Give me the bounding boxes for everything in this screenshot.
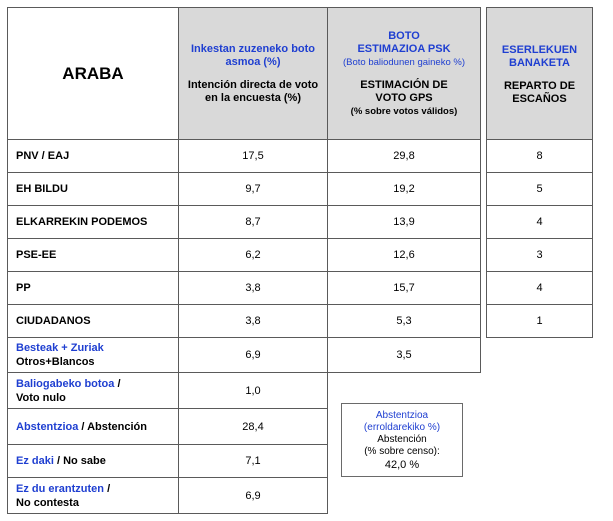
table-row-label: Ez daki / No sabe — [7, 444, 179, 478]
header-direct-intention-es: Intención directa de voto en la encuesta (%) — [187, 78, 319, 104]
abstention-census-box — [341, 403, 463, 477]
header-vote-estimate-es-sub: (% sobre votos válidos) — [350, 105, 458, 117]
header-seats — [486, 7, 593, 140]
header-direct-intention — [178, 7, 328, 140]
table-cell-seats: 4 — [486, 271, 593, 305]
table-cell-estimate: 12,6 — [327, 238, 481, 272]
table-cell-seats: 5 — [486, 172, 593, 206]
table-cell-intention: 3,8 — [178, 271, 328, 305]
table-cell-intention: 6,9 — [178, 337, 328, 373]
table-cell-estimate: 5,3 — [327, 304, 481, 338]
header-vote-estimate-eu-title: BOTO ESTIMAZIOA PSK — [357, 29, 451, 55]
header-vote-estimate — [327, 7, 481, 140]
abstention-box-es-title: Abstención — [377, 433, 427, 445]
table-cell-intention: 17,5 — [178, 139, 328, 173]
header-seats-es: REPARTO DE ESCAÑOS — [503, 80, 576, 105]
table-cell-seats: 1 — [486, 304, 593, 338]
table-cell-estimate: 29,8 — [327, 139, 481, 173]
table-cell-seats: 3 — [486, 238, 593, 272]
table-row-label: EH BILDU — [7, 172, 179, 206]
header-direct-intention-eu: Inkestan zuzeneko boto asmoa (%) — [190, 42, 316, 68]
table-row-label: Baliogabeko botoa / Voto nulo — [7, 372, 179, 409]
table-cell-intention: 6,9 — [178, 477, 328, 514]
abstention-box-eu-sub: (erroldarekiko %) — [363, 421, 441, 433]
table-cell-intention: 3,8 — [178, 304, 328, 338]
header-vote-estimate-es-title: ESTIMACIÓN DE VOTO GPS — [360, 78, 448, 104]
table-cell-intention: 1,0 — [178, 372, 328, 409]
header-seats-eu: ESERLEKUEN BANAKETA — [501, 44, 578, 69]
table-cell-intention: 6,2 — [178, 238, 328, 272]
abstention-box-value: 42,0 % — [384, 458, 420, 471]
abstention-box-es-sub: (% sobre censo): — [364, 445, 440, 457]
table-cell-seats: 8 — [486, 139, 593, 173]
table-cell-intention: 9,7 — [178, 172, 328, 206]
table-cell-estimate: 15,7 — [327, 271, 481, 305]
table-row-label: PP — [7, 271, 179, 305]
table-cell-intention: 7,1 — [178, 444, 328, 478]
table-cell-intention: 8,7 — [178, 205, 328, 239]
table-cell-estimate: 19,2 — [327, 172, 481, 206]
table-title: ARABA — [62, 64, 124, 83]
table-cell-estimate: 13,9 — [327, 205, 481, 239]
table-row-label: PSE-EE — [7, 238, 179, 272]
abstention-box-eu-title: Abstentzioa — [375, 409, 429, 421]
table-row-label: ELKARREKIN PODEMOS — [7, 205, 179, 239]
table-row-label: Besteak + Zuriak Otros+Blancos — [7, 337, 179, 373]
table-cell-estimate: 3,5 — [327, 337, 481, 373]
table-row-label: Abstentzioa / Abstención — [7, 408, 179, 445]
table-row-label: CIUDADANOS — [7, 304, 179, 338]
table-cell-intention: 28,4 — [178, 408, 328, 445]
table-row-label: Ez du erantzuten / No contesta — [7, 477, 179, 514]
table-title-cell — [7, 7, 179, 140]
table-cell-seats: 4 — [486, 205, 593, 239]
header-vote-estimate-eu-sub: (Boto baliodunen gaineko %) — [342, 56, 465, 68]
table-row-label: PNV / EAJ — [7, 139, 179, 173]
